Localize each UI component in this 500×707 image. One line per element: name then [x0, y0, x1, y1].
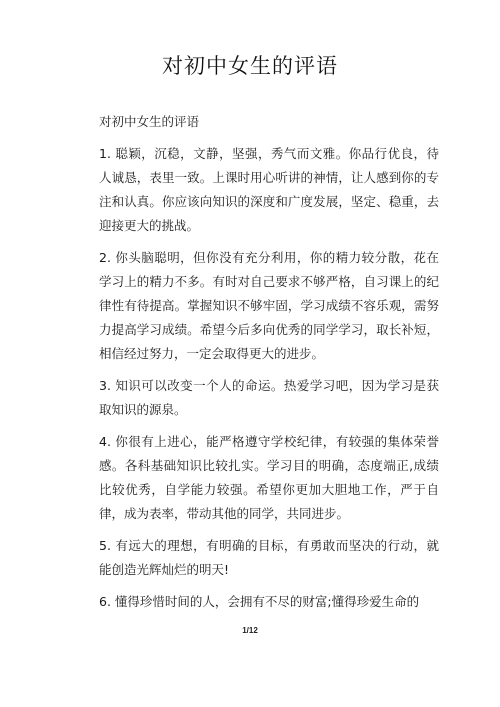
comment-paragraph-4: 4. 你很有上进心，能严格遵守学校纪律，有较强的集体荣誉感。各科基础知识比较扎实。学习目的明确，态度端正,成绩比较优秀，自学能力较强。希望你更加大胆地工作，严于自律，成为表率，带动其他的同学，共同进步。 — [99, 434, 439, 521]
document-subtitle: 对初中女生的评语 — [99, 114, 200, 129]
comment-paragraph-6: 6. 懂得珍惜时间的人，会拥有不尽的财富;懂得珍爱生命的 — [99, 594, 420, 609]
comment-paragraph-3: 3. 知识可以改变一个人的命运。热爱学习吧，因为学习是获取知识的源泉。 — [99, 378, 439, 417]
document-body — [99, 112, 439, 622]
comment-paragraph-5: 5. 有远大的理想，有明确的目标，有勇敢而坚决的行动，就能创造光辉灿烂的明天! — [99, 538, 439, 577]
comment-paragraph-2: 2. 你头脑聪明，但你没有充分利用，你的精力较分散，花在学习上的精力不多。有时对自己要求不够严格，自习课上的纪律性有待提高。掌握知识不够牢固，学习成绩不容乐观，需努力提高学习成绩。希望今后多向优秀的同学学习，取长补短，相信经过努力，一定会取得更大的进步。 — [99, 250, 439, 361]
page-number: 1/12 — [242, 626, 258, 635]
comment-paragraph-1: 1. 聪颖，沉稳，文静，坚强，秀气而文雅。你品行优良，待人诚恳，表里一致。上课时用心听讲的神情，让人感到你的专注和认真。你应该向知识的深度和广度发展，坚定、稳重，去迎接更大的挑战。 — [99, 146, 439, 233]
document-title: 对初中女生的评语 — [162, 54, 338, 78]
